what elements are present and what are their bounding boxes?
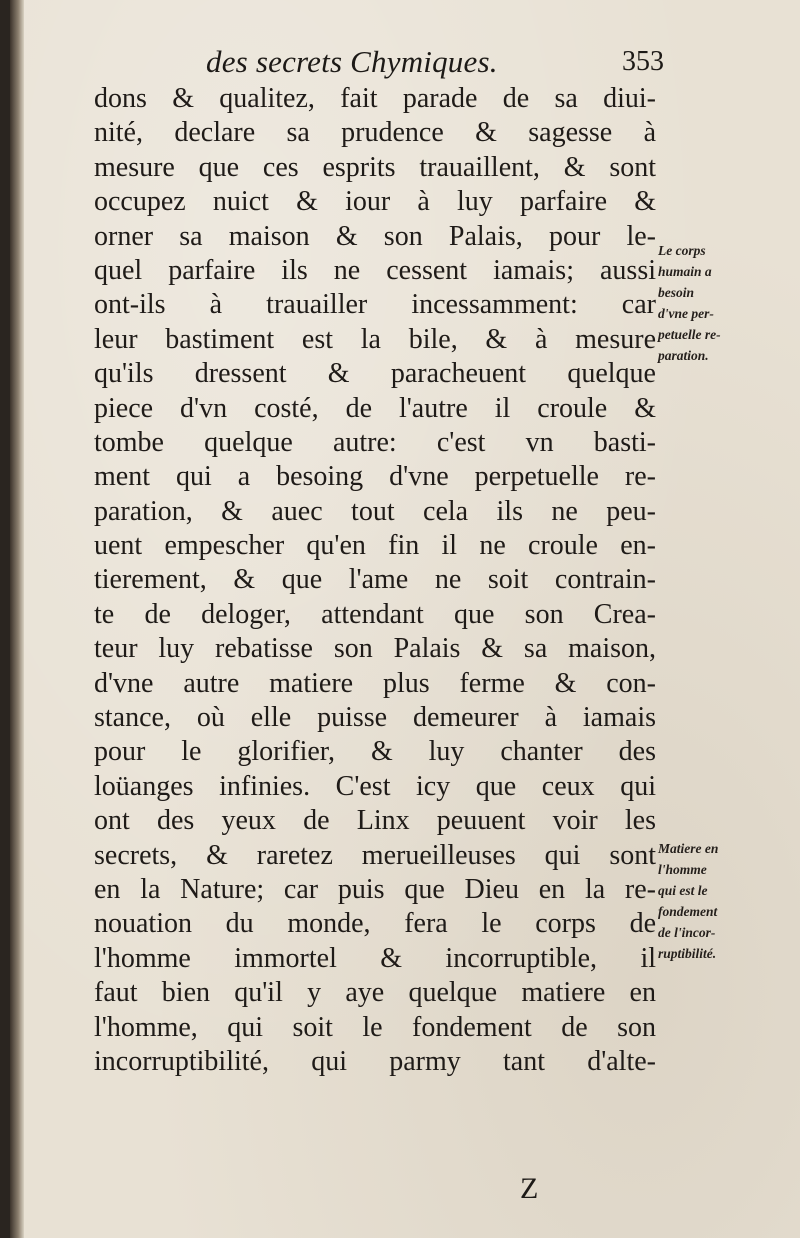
text-line: ont des yeux de Linx peuuent voir les <box>94 805 656 837</box>
marginal-note-line: paration. <box>658 348 709 363</box>
marginal-note-line: humain a <box>658 264 712 279</box>
text-line: tierement, & que l'ame ne soit contrain- <box>94 564 656 596</box>
body-text <box>94 82 656 1079</box>
text-line: qu'ils dressent & paracheuent quelque <box>94 358 656 390</box>
book-page <box>10 0 800 1238</box>
text-line: nouation du monde, fera le corps de <box>94 908 656 940</box>
text-line: paration, & auec tout cela ils ne peu- <box>94 495 656 527</box>
page-gutter <box>10 0 24 1238</box>
text-line: stance, où elle puisse demeurer à iamais <box>94 702 656 734</box>
marginal-note-body-repair <box>658 240 721 366</box>
text-line: teur luy rebatisse son Palais & sa maison, <box>94 633 656 665</box>
text-line: dons & qualitez, fait parade de sa diui- <box>94 83 656 114</box>
marginal-note-incorruptibility <box>658 838 718 964</box>
marginal-note-line: petuelle re- <box>658 327 721 342</box>
text-line: incorruptibilité, qui parmy tant d'alte- <box>94 1045 656 1077</box>
text-line: ont-ils à trauailler incessamment: car <box>94 289 656 321</box>
text-line: nité, declare sa prudence & sagesse à <box>94 117 656 149</box>
marginal-note-line: besoin <box>658 285 695 300</box>
text-line: te de deloger, attendant que son Crea- <box>94 598 656 630</box>
text-line: d'vne autre matiere plus ferme & con- <box>94 667 656 699</box>
text-line: l'homme immortel & incorruptible, il <box>94 942 656 974</box>
text-line: occupez nuict & iour à luy parfaire & <box>94 186 656 218</box>
text-line: piece d'vn costé, de l'autre il croule & <box>94 392 656 424</box>
text-line: orner sa maison & son Palais, pour le- <box>94 220 656 252</box>
marginal-note-line: ruptibilité. <box>658 946 717 961</box>
running-title: des secrets Chymiques. <box>206 44 498 79</box>
marginal-note-line: l'homme <box>658 862 707 877</box>
marginal-note-line: Le corps <box>658 243 706 258</box>
text-line: mesure que ces esprits trauaillent, & sont <box>94 151 656 183</box>
marginal-note-line: fondement <box>658 904 718 919</box>
text-line: pour le glorifier, & luy chanter des <box>94 736 656 768</box>
text-line: faut bien qu'il y aye quelque matiere en <box>94 977 656 1009</box>
text-line: quel parfaire ils ne cessent iamais; aussi <box>94 254 656 286</box>
text-line: loüanges infinies. C'est icy que ceux qui <box>94 770 656 802</box>
marginal-note-line: qui est le <box>658 883 708 898</box>
text-line: secrets, & raretez merueilleuses qui sont <box>94 839 656 871</box>
text-line: leur bastiment est la bile, & à mesure <box>94 323 656 355</box>
text-line: l'homme, qui soit le fondement de son <box>94 1011 656 1043</box>
marginal-note-line: d'vne per- <box>658 306 714 321</box>
text-line: en la Nature; car puis que Dieu en la re- <box>94 873 656 905</box>
text-line: tombe quelque autre: c'est vn basti- <box>94 426 656 458</box>
page-number: 353 <box>622 46 664 77</box>
marginal-note-line: de l'incor- <box>658 925 716 940</box>
marginal-note-line: Matiere en <box>658 841 719 856</box>
text-line: ment qui a besoing d'vne perpetuelle re- <box>94 461 656 493</box>
signature-mark: Z <box>520 1172 539 1205</box>
text-line: uent empescher qu'en fin il ne croule en- <box>94 530 656 562</box>
